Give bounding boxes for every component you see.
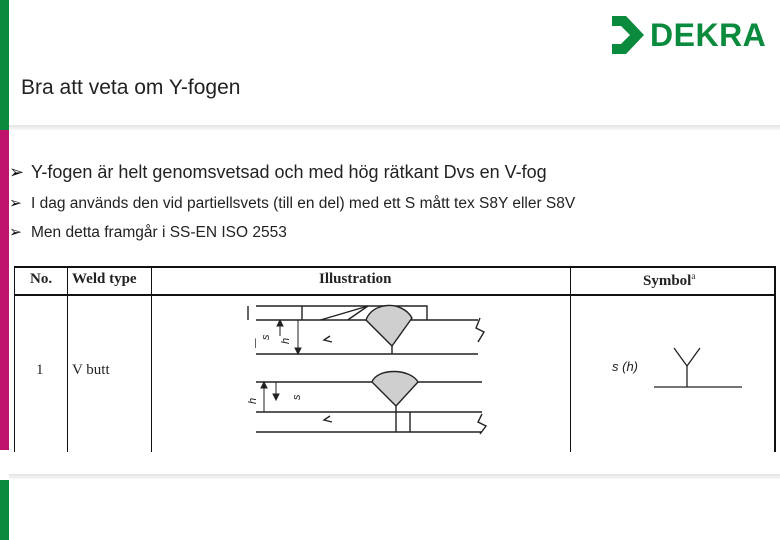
- header-symbol-footnote: a: [691, 271, 696, 281]
- table-col-line: [14, 266, 15, 452]
- dim-s-lower: s: [291, 394, 303, 400]
- table-col-line: [67, 266, 68, 452]
- v-butt-weld-illustration: [152, 296, 570, 452]
- header-symbol-text: Symbol: [643, 273, 692, 289]
- bullet-text: Y-fogen är helt genomsvetsad och med hög rätkant Dvs en V-fog: [31, 162, 547, 182]
- dekra-logo-icon: [610, 14, 646, 56]
- table-col-line: [774, 266, 776, 452]
- bullet-text: I dag används den vid partiellsvets (till en del) med ett S mått tex S8Y eller S8V: [31, 194, 576, 212]
- table-col-line: [570, 266, 571, 452]
- row-weld-type: V butt: [72, 362, 110, 378]
- header-no: No.: [30, 271, 53, 287]
- symbol-label: s (h): [612, 359, 638, 374]
- divider-bottom: [9, 474, 780, 479]
- accent-bar-top: [0, 0, 9, 130]
- weld-symbol-y: [654, 344, 744, 390]
- bullet-text: Men detta framgår i SS-EN ISO 2553: [31, 223, 287, 241]
- bullet-item: [9, 162, 547, 183]
- header-weld-type: Weld type: [72, 271, 137, 287]
- accent-bar-middle: [0, 130, 9, 450]
- arrow-bullet-icon: ➢: [9, 195, 22, 212]
- header-illustration: Illustration: [319, 271, 392, 287]
- logo-text: DEKRA: [650, 17, 767, 53]
- header-symbol: [643, 271, 695, 290]
- dim-h-upper: h: [280, 337, 292, 344]
- divider-top: [9, 125, 780, 130]
- dim-h-lower: h: [247, 397, 259, 404]
- dekra-logo: [610, 14, 767, 56]
- dim-s-upper: s: [260, 334, 272, 340]
- arrow-bullet-icon: ➢: [9, 162, 25, 182]
- bullet-item: [9, 194, 575, 213]
- bullet-item: [9, 223, 287, 242]
- accent-bar-bottom: [0, 480, 9, 540]
- arrow-bullet-icon: ➢: [9, 224, 22, 241]
- table-border-top: [14, 266, 776, 268]
- slide-title: Bra att veta om Y-fogen: [21, 76, 241, 99]
- row-number: 1: [36, 362, 44, 378]
- weld-table: [14, 266, 776, 452]
